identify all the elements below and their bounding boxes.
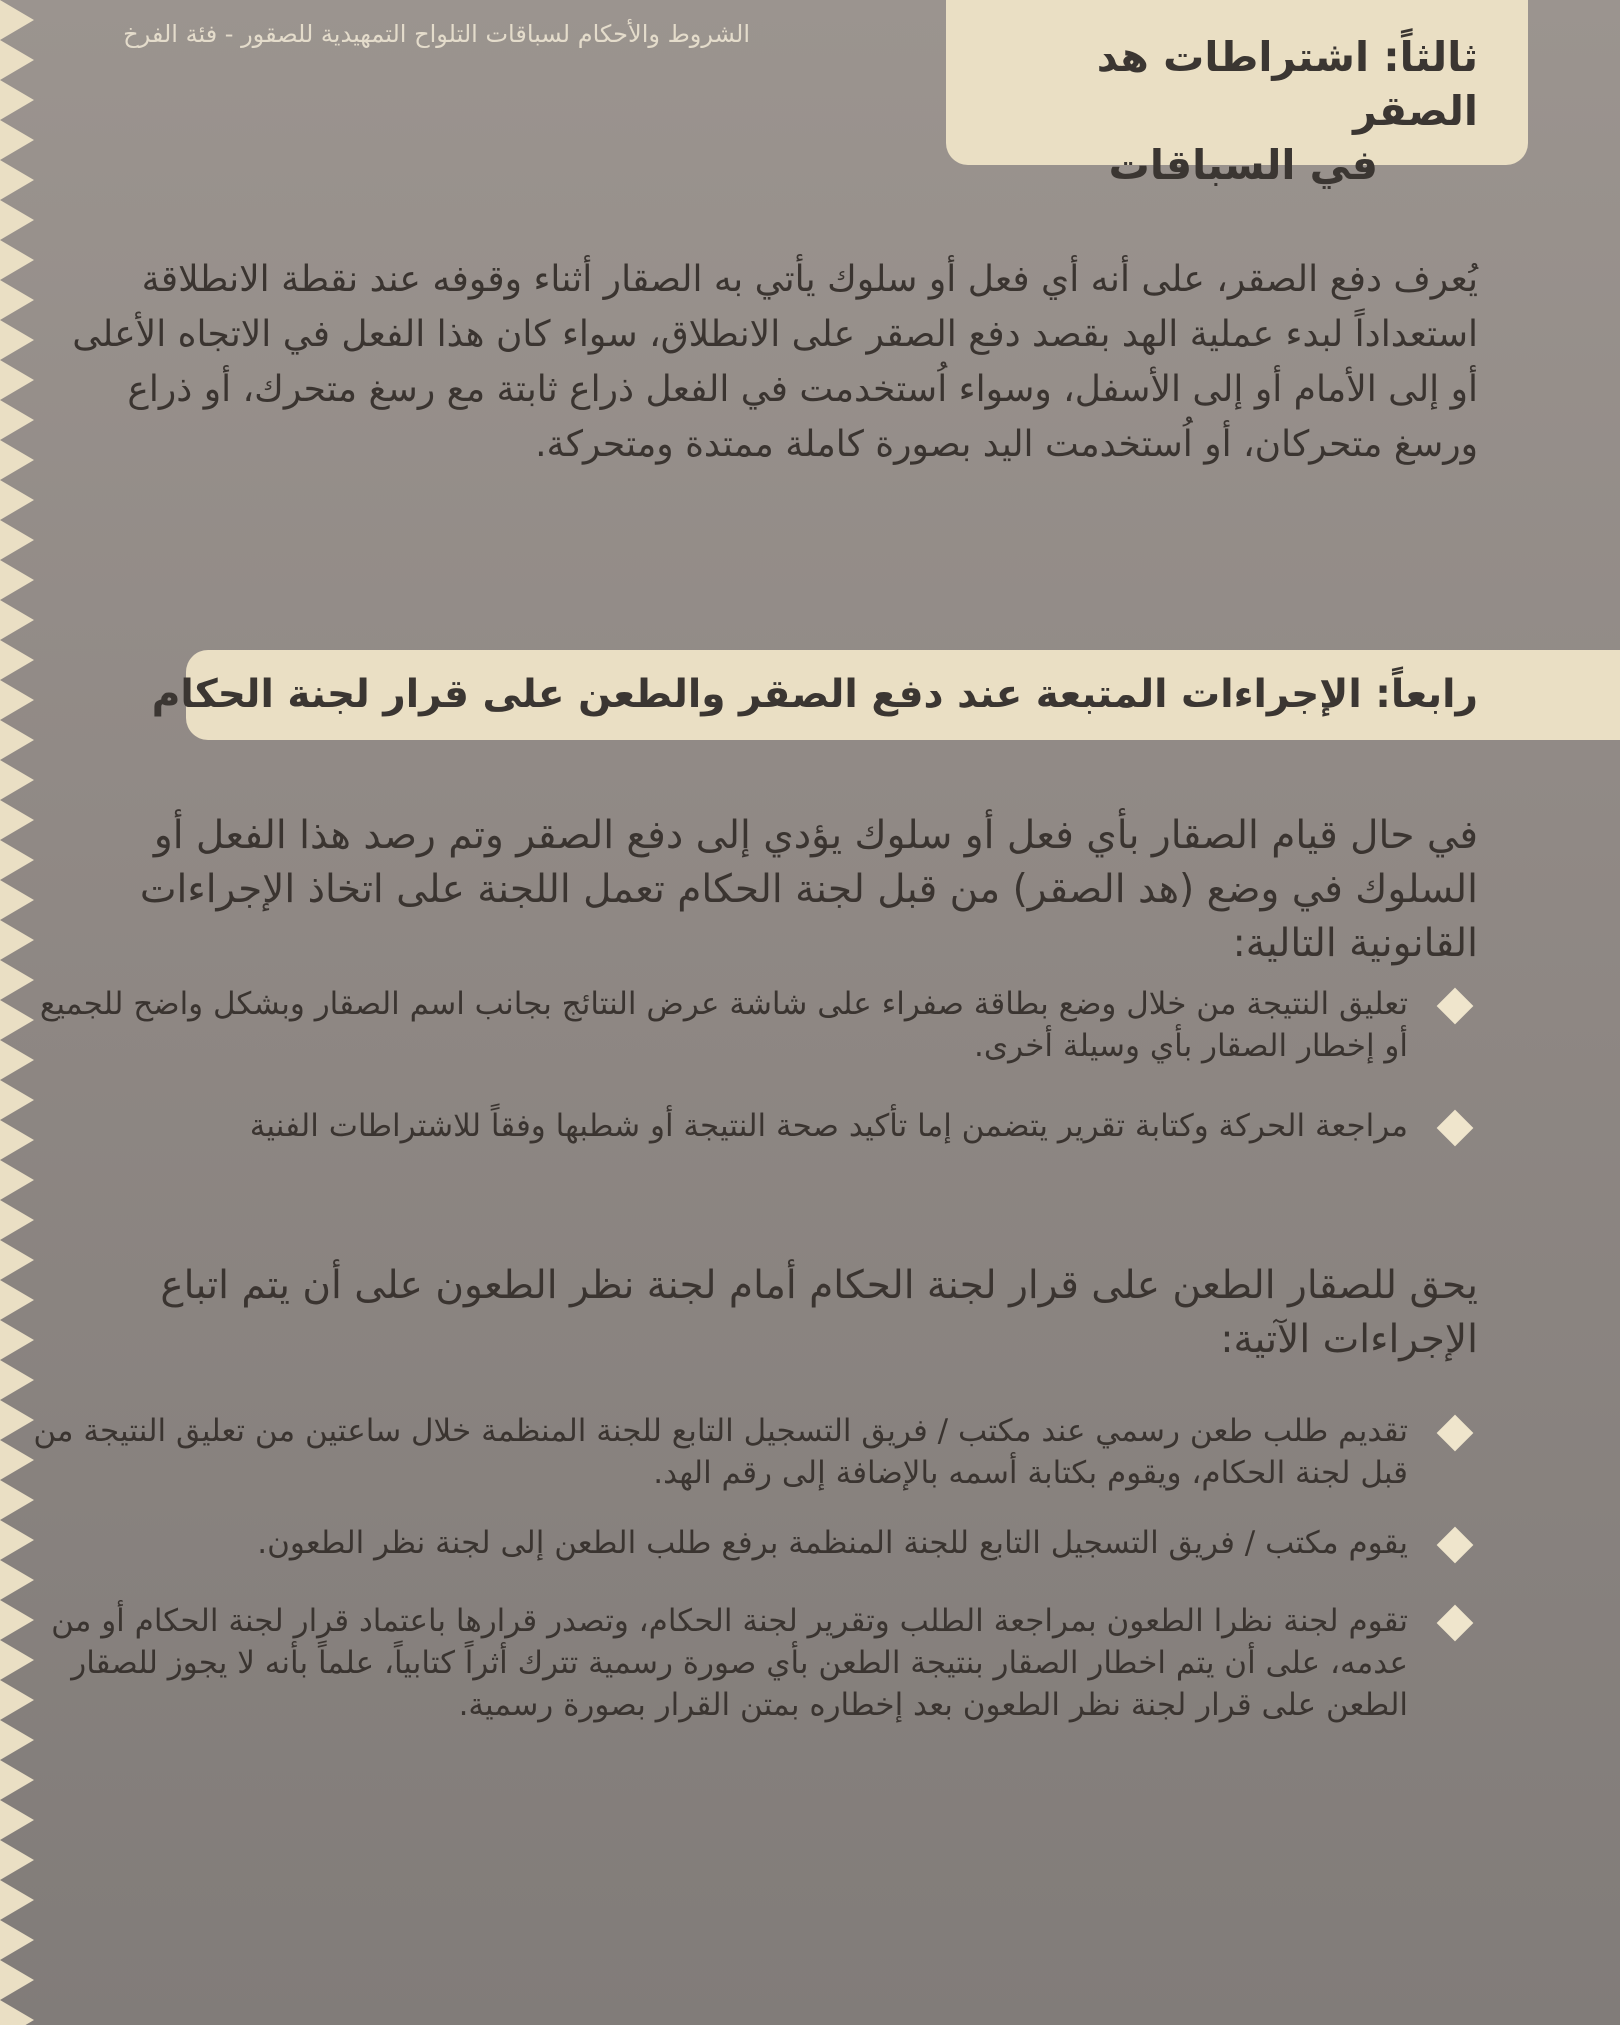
procedure-text: تعليق النتيجة من خلال وضع بطاقة صفراء على شاشة عرض النتائج بجانب اسم الصقار وبشكل واضح للجميع أو إخطار الصقار بأي وسيلة أخرى. [39,986,1408,1064]
diamond-bullet-icon [1437,988,1474,1025]
section-3-heading-line-2: في السباقات [1108,141,1378,189]
diamond-bullet-icon [1437,1110,1474,1147]
list-item [28,983,1478,1067]
section-3-heading-line-1: ثالثاً: اشتراطات هد الصقر [1096,33,1478,135]
section-4-heading: رابعاً: الإجراءات المتبعة عند دفع الصقر والطعن على قرار لجنة الحكام [151,672,1478,717]
procedure-text: مراجعة الحركة وكتابة تقرير يتضمن إما تأكيد صحة النتيجة أو شطبها وفقاً للاشتراطات الفنية [249,1108,1408,1144]
list-item [18,1522,1478,1564]
list-item [18,1410,1478,1494]
appeal-step-text: تقديم طلب طعن رسمي عند مكتب / فريق التسجيل التابع للجنة المنظمة خلال ساعتين من تعليق النتيجة من قبل لجنة الحكام، ويقوم بكتابة أسمه بالإضافة إلى رقم الهد. [33,1413,1408,1491]
section-4-heading-tab [151,650,1620,740]
diamond-bullet-icon [1437,1415,1474,1452]
diamond-bullet-icon [1437,1527,1474,1564]
diamond-bullet-icon [1437,1605,1474,1642]
section-3-paragraph: يُعرف دفع الصقر، على أنه أي فعل أو سلوك يأتي به الصقار أثناء وقوفه عند نقطة الانطلاقة استعداداً لبدء عملية الهد بقصد دفع الصقر على الانطلاق، سواء كان هذا الفعل في الاتجاه الأعلى أو إلى الأمام أو إلى الأسفل، وسواء اُستخدمت في الفعل ذراع ثابتة مع رسغ متحرك، أو ذراع ورسغ متحركان، أو اُستخدمت اليد بصورة كاملة ممتدة ومتحركة. [72,259,1478,465]
appeal-steps-list [18,1410,1478,1726]
section-4-intro-paragraph: في حال قيام الصقار بأي فعل أو سلوك يؤدي إلى دفع الصقر وتم رصد هذا الفعل أو السلوك في وضع (هد الصقر) من قبل لجنة الحكام تعمل اللجنة على اتخاذ الإجراءات القانونية التالية: [139,813,1478,966]
appeal-step-text: تقوم لجنة نظرا الطعون بمراجعة الطلب وتقرير لجنة الحكام، وتصدر قرارها باعتماد قرار لجنة الحكام أو من عدمه، على أن يتم اخطار الصقار بنتيجة الطعن بأي صورة رسمية تترك أثراً كتابياً، علماً بأنه لا يجوز للصقار الطعن على قرار لجنة نظر الطعون بعد إخطاره بمتن القرار بصورة رسمية. [51,1603,1408,1723]
list-item [28,1105,1478,1147]
appeal-step-text: يقوم مكتب / فريق التسجيل التابع للجنة المنظمة برفع طلب الطعن إلى لجنة نظر الطعون. [257,1525,1408,1561]
section-3-heading-tab [946,0,1528,189]
list-item [18,1600,1478,1726]
running-header-title: الشروط والأحكام لسباقات التلواح التمهيدية للصقور - فئة الفرخ [123,20,750,48]
appeal-intro-paragraph: يحق للصقار الطعن على قرار لجنة الحكام أمام لجنة نظر الطعون على أن يتم اتباع الإجراءات الآتية: [160,1263,1478,1362]
procedures-list [28,983,1478,1147]
